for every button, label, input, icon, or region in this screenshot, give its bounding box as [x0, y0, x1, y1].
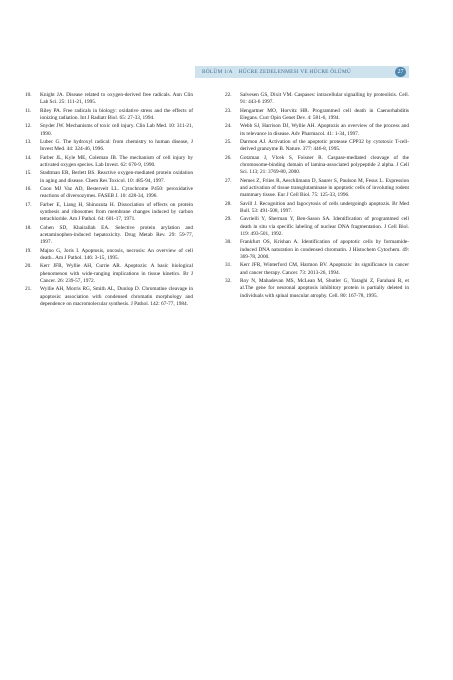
- reference-item: [225, 278, 409, 300]
- reference-text: Roy N, Mahadevan MS, McLean M, Shutler G, Yaraghi Z, Farahani R, et al.The gene for neuronal apoptosis inhibitory protein is partially deleted in individuals with spinal muscular atrophy. Cell. 80: 167-78, 1995.: [240, 278, 409, 299]
- reference-number: 11.: [25, 107, 32, 114]
- reference-item: [225, 216, 409, 238]
- reference-text: Lubec G. The hydroxyl radical: from chemistry to human disease, J Invest Med. 44: 324-46, 1996.: [40, 139, 193, 153]
- reference-item: [25, 108, 193, 123]
- reference-number: 31.: [225, 262, 232, 269]
- reference-item: [25, 225, 193, 247]
- reference-item: [25, 170, 193, 185]
- reference-text: Majno G, Joris I. Apoptosis, oncosis, necrosis: An overview of cell death.. Am J Pathol. 146: 3-15, 1995.: [40, 247, 193, 262]
- reference-item: [25, 202, 193, 224]
- reference-item: [225, 201, 409, 216]
- reference-item: [25, 248, 193, 263]
- reference-number: 27.: [225, 177, 232, 184]
- reference-text: Nemes Z, Friies R, Aeschlimann D, Saurer S, Paulson M, Fesus L. Expression and activation of tissue transglutaminase in apoptotic cells of involuting rodent mammary tissue. Eur J Cell Biol. 75: 125-33, 1996.: [240, 177, 409, 199]
- reference-text: Kerr JFR, Wyllie AH, Currie AR. Apoptozis: A basic biological phenomenon with wide-ranging implications in tissue kinetics. Br J Cancer. 26: 239-57, 1972.: [40, 263, 193, 285]
- reference-text: Salvesen GS, Dixit VM. Caspases: intracellular signalling by proteolisis. Cell. 91: 443-6 1997.: [240, 92, 409, 106]
- reference-text: Snyder JW. Mechanisms of toxic cell injury. Clin Lab Med. 10: 311-21, 1990.: [40, 123, 193, 137]
- reference-number: 13.: [25, 139, 32, 146]
- reference-number: 12.: [25, 123, 32, 130]
- reference-number: 21.: [25, 286, 32, 293]
- reference-text: Coon MJ Vaz AD, Bestervelt LL. Cytochrome P450: peroxidative reactions of diversozymes. FASEB J. 10: 428-34, 1996.: [40, 186, 193, 200]
- reference-item: [225, 155, 409, 177]
- reference-text: Darmon AJ. Activation of the apoptotic protease CPP32 by cytotoxic T-cell-derived granzyme B. Nature. 377: 446-8, 1995.: [240, 139, 409, 153]
- reference-item: [25, 123, 193, 138]
- reference-text: Gavrielli Y, Sherman Y, Ben-Sason SA. Identification of programmed cell death in situ via specific labeling of nuclear DNA fragmentation. J Cell Biol. 119: 493-501, 1992.: [240, 216, 409, 237]
- reference-text: Cohen SD, Khairallah EA. Selective protein arylation and acetaminophen-induced hepatoxicity. Drug Metab Rev. 29: 59-77, 1997.: [40, 224, 193, 246]
- reference-text: Farber JL, Kyle ME, Coleman JB. The mechanism of cell injury by activated oxygen species. Lab Invest. 62: 670-9, 1990.: [40, 154, 193, 169]
- reference-number: 15.: [25, 170, 32, 177]
- reference-number: 19.: [25, 247, 32, 254]
- reference-number: 23.: [225, 107, 232, 114]
- references-left-column: [25, 92, 193, 309]
- reference-number: 20.: [25, 263, 32, 270]
- reference-item: [225, 108, 409, 123]
- references-right-column: [225, 92, 409, 301]
- reference-text: Farber E, Liang H, Shinozuta H. Dissociation of effects on protein synthesis and ribosomes from membrane changes induced by carbon tetrachloride. Am J Pathol. 64: 601-17, 1971.: [40, 201, 193, 223]
- reference-number: 16.: [25, 186, 32, 193]
- reference-item: [25, 155, 193, 170]
- reference-number: 10.: [25, 92, 32, 98]
- reference-item: [25, 92, 193, 107]
- running-header: [202, 66, 351, 78]
- reference-item: [25, 263, 193, 285]
- reference-text: Riley PA. Free radicals in biology: oxidative stress and the effects of ionizing radiation. Int J Radiatr Biol. 65: 27-33, 1994.: [40, 107, 193, 121]
- reference-item: [25, 139, 193, 154]
- reference-text: Hengartner MO, Horvitz HR. Programmed cell death in Caenorhabditis Elegans. Curr Opin Genet Dev. 4: 581-6, 1994.: [240, 107, 409, 121]
- reference-text: Wyllie AH, Morris RG, Smith AL, Dunlop D. Chromatine cleavage in apoptosis: association with condensed chromatin morphology and dependence on macromolecular synthesis. J Pathol. 142: 67-77, 1984.: [40, 286, 193, 308]
- reference-number: 22.: [225, 92, 232, 98]
- reference-text: Frankfurt OS, Krishan A. Identification of apoptotic cells by formamide-induced DNA naturation in condensed chromatin. J Histochem Cytochem. 49: 369-78, 2000.: [240, 239, 409, 260]
- reference-number: 30.: [225, 239, 232, 246]
- reference-item: [225, 239, 409, 261]
- reference-number: 26.: [225, 154, 232, 161]
- reference-number: 32.: [225, 278, 232, 285]
- page-number: 27: [395, 67, 406, 77]
- reference-text: Webb SJ, Harrison DJ, Wyllie AH. Apoptozis an overview of the process and its relevance in disease. Adv Pharmacol. 41: 1-34, 1997.: [240, 123, 409, 137]
- reference-number: 28.: [225, 200, 232, 207]
- reference-item: [25, 286, 193, 308]
- reference-number: 29.: [225, 216, 232, 223]
- header-separator: [234, 69, 237, 75]
- reference-text: Kerr JFR, Winterford CM, Harmon BV. Apoptozis: its significance in cancer and cancer therapy. Cancer. 73: 2013-26, 1994.: [240, 262, 409, 276]
- reference-item: [225, 139, 409, 154]
- chapter-label: BÖLÜM 1/A: [202, 69, 233, 75]
- reference-number: 25.: [225, 139, 232, 146]
- reference-item: [225, 178, 409, 200]
- reference-text: Stadtman ER, Berlett BS. Reactive oxygen-mediated protein oxidation in aging and disease. Chem Res Toxicol. 10: 485-94, 1997.: [40, 170, 193, 184]
- chapter-title: HÜCRE ZEDELENMESI VE HÜCRE ÖLÜMÜ: [238, 69, 351, 75]
- reference-text: Savill J. Recognition and fagocytosis of cells undergoingb apoptozis. Br Med Bull. 53: 491-508, 1997.: [240, 200, 409, 215]
- reference-item: [225, 262, 409, 277]
- reference-item: [25, 186, 193, 201]
- reference-text: Gotzman J, Vlcek S, Foisner R. Caspase-mediated cleavage of the chromosome-binding domain of lamina-associated polypeptide 2 alpha. J Cell Sci. 113; 21: 3769-80, 2000.: [240, 154, 409, 176]
- reference-text: Knight JA. Disease related to oxygen-derived free radicals. Ann Clin Lab Sci. 25: 111-21, 1995.: [40, 92, 193, 106]
- reference-item: [225, 92, 409, 107]
- reference-number: 24.: [225, 123, 232, 130]
- reference-number: 17.: [25, 201, 32, 208]
- reference-number: 14.: [25, 154, 32, 161]
- reference-item: [225, 123, 409, 138]
- reference-number: 18.: [25, 224, 32, 231]
